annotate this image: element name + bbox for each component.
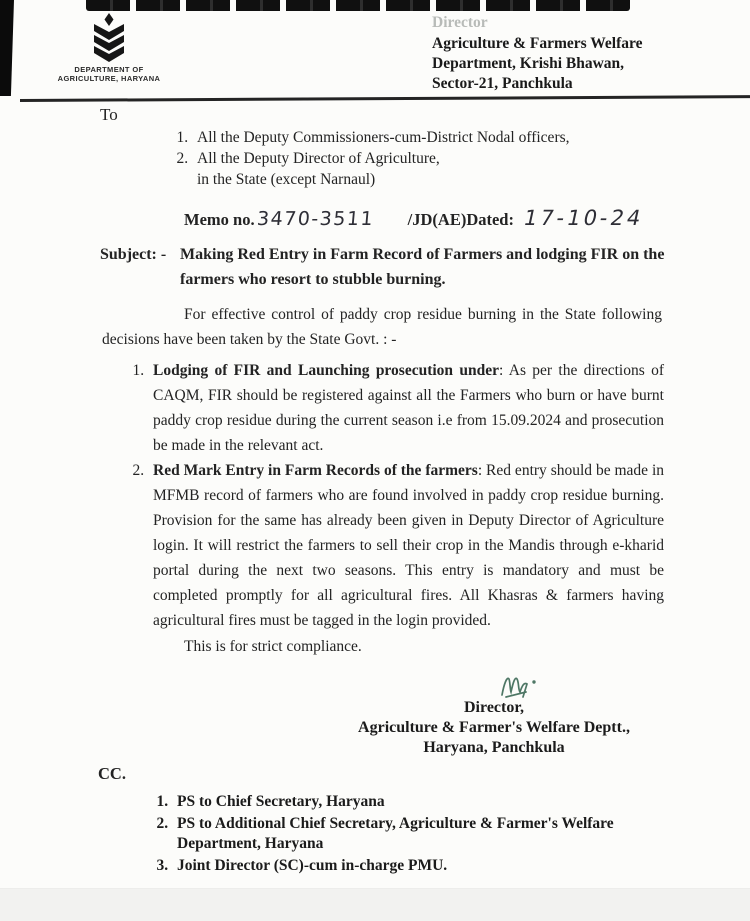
decision-item — [148, 358, 664, 458]
cc-list — [0, 792, 674, 876]
memo-label: Memo no. — [184, 210, 255, 229]
memo-line — [184, 206, 750, 230]
memo-date-handwritten: 17-10-24 — [521, 206, 646, 230]
decision-text: : Red entry should be made in MFMB record of farmers who are found involved in paddy crop residue burning. Provision for the same has already been given in Deputy Director of Agriculture login. It will restrict the farmers to sell their crop in the Mandis through e-kharid portal during the next two seasons. This entry is mandatory and must be completed promptly for all agricultural fires. All Khasras & farmers having agricultural fires must be tagged in the login provided. — [153, 462, 665, 629]
recipient-text: All the Deputy Commissioners-cum-District Nodal officers, — [197, 129, 570, 146]
department-logo — [50, 13, 168, 94]
memo-number-handwritten: 3470-3511 — [255, 208, 375, 230]
letterhead-address-line: Department, Krishi Bhawan, — [432, 55, 625, 72]
logo-caption-line1: DEPARTMENT OF — [74, 65, 144, 74]
cc-label: CC. — [98, 764, 126, 783]
bottom-scan-band — [0, 888, 750, 921]
decision-item — [148, 458, 664, 633]
redaction-bar — [86, 0, 630, 11]
subject-label: Subject: - — [100, 246, 167, 263]
logo-caption-line2: AGRICULTURE, HARYANA — [57, 74, 161, 83]
memo-jd-label: /JD(AE)Dated: — [407, 210, 514, 229]
to-label: To — [100, 105, 118, 124]
signature-block — [318, 672, 670, 758]
letterhead-address — [432, 13, 688, 94]
intro-paragraph: For effective control of paddy crop residue burning in the State following decisions have been taken by the State Govt. : - — [102, 306, 662, 348]
subject-row — [100, 242, 750, 292]
subject-text: Making Red Entry in Farm Record of Farmers and lodging FIR on the farmers who resort to stubble burning. — [180, 246, 665, 288]
cc-item: 1. PS to Chief Secretary, Haryana — [172, 792, 674, 812]
cc-item: 2. PS to Additional Chief Secretary, Agriculture & Farmer's Welfare Department, Haryana — [172, 814, 674, 854]
recipient-text-continued: in the State (except Narnaul) — [197, 171, 376, 188]
letterhead-address-line: Agriculture & Farmers Welfare — [432, 35, 643, 52]
signature-title: Director, — [464, 699, 524, 716]
closing-line: This is for strict compliance. — [184, 638, 362, 655]
cc-item: 3. Joint Director (SC)-cum in-charge PMU. — [172, 856, 674, 876]
letterhead-director-ghost: Director — [432, 14, 488, 31]
signature-place: Haryana, Panchkula — [423, 739, 565, 756]
recipient-item — [192, 127, 750, 148]
letterhead — [0, 0, 750, 94]
decision-text: : As per the directions of CAQM, FIR should be registered against all the Farmers who burn or have burnt paddy crop residue during the current season i.e from 15.09.2024 and prosecution be made in the relevant act. — [153, 362, 664, 454]
decision-list — [0, 358, 664, 633]
signature-dept: Agriculture & Farmer's Welfare Deptt., — [358, 719, 630, 736]
recipient-item — [192, 148, 750, 190]
decision-heading: Lodging of FIR and Launching prosecution under — [153, 362, 499, 379]
logo-caption — [50, 65, 168, 83]
recipient-list — [0, 127, 750, 190]
decision-heading: Red Mark Entry in Farm Records of the farmers — [153, 462, 478, 479]
recipient-text: All the Deputy Director of Agriculture, — [197, 150, 440, 167]
letterhead-address-line: Sector-21, Panchkula — [432, 75, 573, 92]
wheat-icon — [50, 13, 168, 63]
signature-mark-icon — [318, 672, 670, 698]
divider-rule — [20, 95, 750, 102]
